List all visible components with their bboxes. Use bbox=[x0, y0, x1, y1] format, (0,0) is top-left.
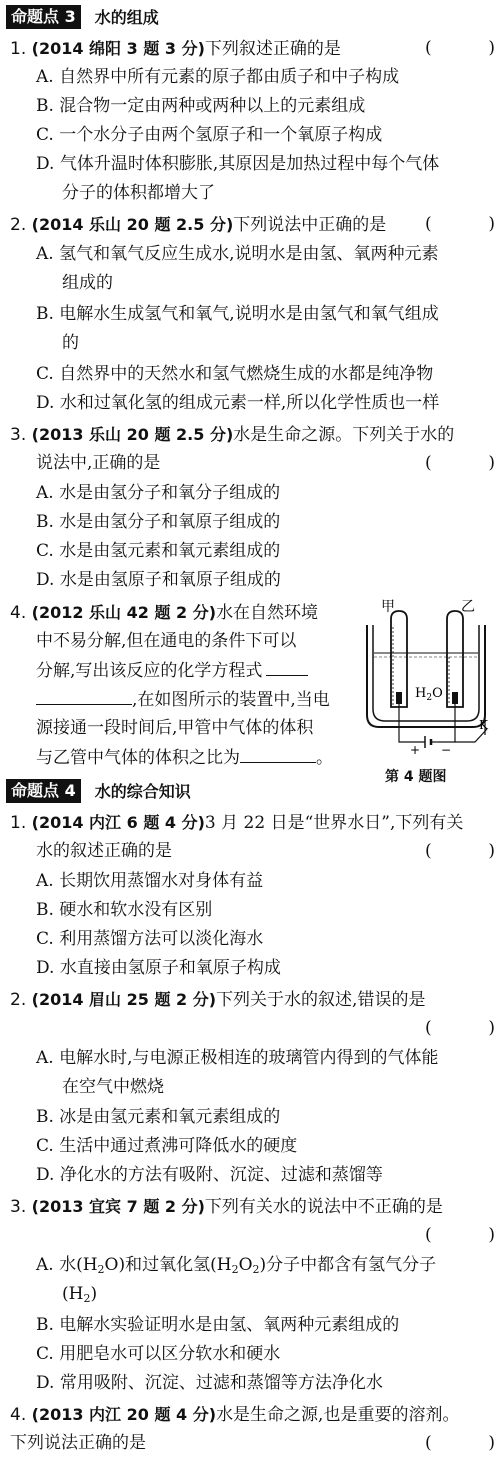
question-number: 1. bbox=[10, 39, 27, 59]
answer-paren: ( ) bbox=[425, 1433, 495, 1453]
option-b: B. 电解水生成氢气和氧气,说明水是由氢气和氧气组成 bbox=[36, 304, 439, 324]
question-number: 4. bbox=[10, 603, 27, 623]
trough-outer bbox=[367, 625, 485, 727]
option-a-cont: 在空气中燃烧 bbox=[62, 1077, 164, 1097]
option-a: A. 水是由氢分子和氧分子组成的 bbox=[36, 483, 281, 503]
question-source: (2013 乐山 20 题 2.5 分) bbox=[31, 425, 234, 444]
option-c: C. 用肥皂水可以区分软水和硬水 bbox=[36, 1344, 281, 1364]
figure-caption: 第 4 题图 bbox=[385, 769, 447, 785]
answer-paren: ( ) bbox=[425, 38, 495, 58]
question-stem-cont: 水的叙述正确的是 bbox=[36, 841, 172, 861]
answer-paren: ( ) bbox=[425, 841, 495, 861]
question-source: (2014 内江 6 题 4 分) bbox=[31, 813, 205, 832]
plus-label: + bbox=[410, 743, 421, 757]
question-stem: 3 月 22 日是“世界水日”,下列有关 bbox=[204, 813, 464, 833]
question-source: (2014 眉山 25 题 2 分) bbox=[31, 990, 217, 1009]
question-2 bbox=[10, 985, 425, 1014]
question-stem: 下列有关水的说法中不正确的是 bbox=[204, 1197, 443, 1217]
option-c: C. 自然界中的天然水和氢气燃烧生成的水都是纯净物 bbox=[36, 364, 434, 384]
section-tag: 命题点 3 bbox=[6, 5, 81, 29]
question-stem-cont: 说法中,正确的是 bbox=[36, 453, 161, 473]
electrode-jia bbox=[396, 692, 402, 704]
switch-label: K bbox=[479, 718, 488, 732]
option-a: A. 长期饮用蒸馏水对身体有益 bbox=[36, 871, 264, 891]
option-b: B. 硬水和软水没有区别 bbox=[36, 900, 213, 920]
question-source: (2013 宜宾 7 题 2 分) bbox=[31, 1197, 205, 1216]
tube-label-jia: 甲 bbox=[381, 599, 395, 615]
question-stem-cont: ,在如图所示的装置中,当电 bbox=[36, 685, 330, 714]
question-1 bbox=[10, 34, 341, 63]
option-c: C. 生活中通过煮沸可降低水的硬度 bbox=[36, 1136, 298, 1156]
question-4 bbox=[10, 598, 318, 627]
question-stem-cont: 与乙管中气体的体积之比为 。 bbox=[36, 743, 333, 772]
question-stem: 下列关于水的叙述,错误的是 bbox=[216, 990, 426, 1010]
option-c: C. 水是由氢元素和氧元素组成的 bbox=[36, 541, 281, 561]
question-stem-cont: 下列说法正确的是 bbox=[10, 1433, 146, 1453]
question-number: 3. bbox=[10, 1197, 27, 1217]
option-d: D. 净化水的方法有吸附、沉淀、过滤和蒸馏等 bbox=[36, 1165, 383, 1185]
question-stem: 下列叙述正确的是 bbox=[204, 39, 341, 59]
question-stem: 下列说法中正确的是 bbox=[233, 215, 387, 235]
section-header-3 bbox=[6, 4, 159, 30]
question-4 bbox=[10, 1400, 459, 1429]
question-stem: 水是生命之源,也是重要的溶剂。 bbox=[216, 1405, 460, 1425]
section-title: 水的综合知识 bbox=[94, 781, 191, 801]
question-stem-cont: 源接通一段时间后,甲管中气体的体积 bbox=[36, 718, 314, 738]
question-stem: 水在自然环境 bbox=[216, 603, 319, 623]
option-d: D. 水是由氢原子和氧原子组成的 bbox=[36, 570, 281, 590]
option-b: B. 水是由氢分子和氧原子组成的 bbox=[36, 512, 281, 532]
question-number: 2. bbox=[10, 990, 27, 1010]
h2o-label: $H_2O$ bbox=[415, 686, 443, 703]
option-c: C. 利用蒸馏方法可以淡化海水 bbox=[36, 929, 264, 949]
question-3 bbox=[10, 420, 454, 449]
option-b: B. 冰是由氢元素和氧元素组成的 bbox=[36, 1107, 281, 1127]
minus-label: − bbox=[441, 743, 452, 757]
question-source: (2013 内江 20 题 4 分) bbox=[31, 1405, 217, 1424]
electrolysis-apparatus-figure bbox=[355, 597, 495, 772]
option-a: A. 自然界中所有元素的原子都由质子和中子构成 bbox=[36, 67, 400, 87]
answer-paren: ( ) bbox=[425, 214, 495, 234]
option-a: A. 电解水时,与电源正极相连的玻璃管内得到的气体能 bbox=[36, 1048, 439, 1068]
electrode-yi bbox=[452, 692, 458, 704]
option-d: D. 常用吸附、沉淀、过滤和蒸馏等方法净化水 bbox=[36, 1373, 383, 1393]
option-d: D. 水和过氧化氢的组成元素一样,所以化学性质也一样 bbox=[36, 393, 440, 413]
option-a: A. 氢气和氧气反应生成水,说明水是由氢、氧两种元素 bbox=[36, 244, 439, 264]
option-b: B. 电解水实验证明水是由氢、氧两种元素组成的 bbox=[36, 1315, 400, 1335]
answer-blank bbox=[36, 685, 132, 705]
answer-paren: ( ) bbox=[425, 1225, 495, 1245]
section-tag: 命题点 4 bbox=[6, 779, 81, 803]
question-stem-cont: 中不易分解,但在通电的条件下可以 bbox=[36, 631, 297, 651]
question-1 bbox=[10, 808, 463, 837]
option-b: B. 混合物一定由两种或两种以上的元素组成 bbox=[36, 96, 366, 116]
question-number: 3. bbox=[10, 425, 27, 445]
section-title: 水的组成 bbox=[94, 7, 159, 27]
question-stem: 水是生命之源。下列关于水的 bbox=[233, 425, 455, 445]
answer-blank bbox=[266, 656, 308, 676]
question-source: (2014 乐山 20 题 2.5 分) bbox=[31, 215, 234, 234]
section-header-4 bbox=[6, 778, 191, 804]
option-a-cont: 组成的 bbox=[62, 273, 113, 293]
option-a: A. 水$(H_2O)$和过氧化氢$(H_2O_2)$分子中都含有氢气分子 bbox=[36, 1255, 437, 1276]
option-d: D. 水直接由氢原子和氧原子构成 bbox=[36, 958, 281, 978]
answer-blank bbox=[240, 743, 316, 763]
question-stem-cont: 分解,写出该反应的化学方程式 bbox=[36, 656, 308, 685]
question-2 bbox=[10, 210, 386, 239]
option-b-cont: 的 bbox=[62, 333, 79, 353]
tube-label-yi: 乙 bbox=[461, 599, 475, 615]
option-d: D. 气体升温时体积膨胀,其原因是加热过程中每个气体 bbox=[36, 154, 440, 174]
answer-paren: ( ) bbox=[425, 1018, 495, 1038]
question-number: 1. bbox=[10, 813, 27, 833]
option-d-cont: 分子的体积都增大了 bbox=[62, 183, 215, 203]
question-number: 4. bbox=[10, 1405, 27, 1425]
question-3 bbox=[10, 1192, 443, 1221]
question-source: (2012 乐山 42 题 2 分) bbox=[31, 603, 217, 622]
answer-paren: ( ) bbox=[425, 453, 495, 473]
question-source: (2014 绵阳 3 题 3 分) bbox=[31, 39, 205, 58]
option-c: C. 一个水分子由两个氢原子和一个氧原子构成 bbox=[36, 125, 383, 145]
option-a-cont: $(H_2)$ bbox=[62, 1284, 98, 1305]
question-number: 2. bbox=[10, 215, 27, 235]
